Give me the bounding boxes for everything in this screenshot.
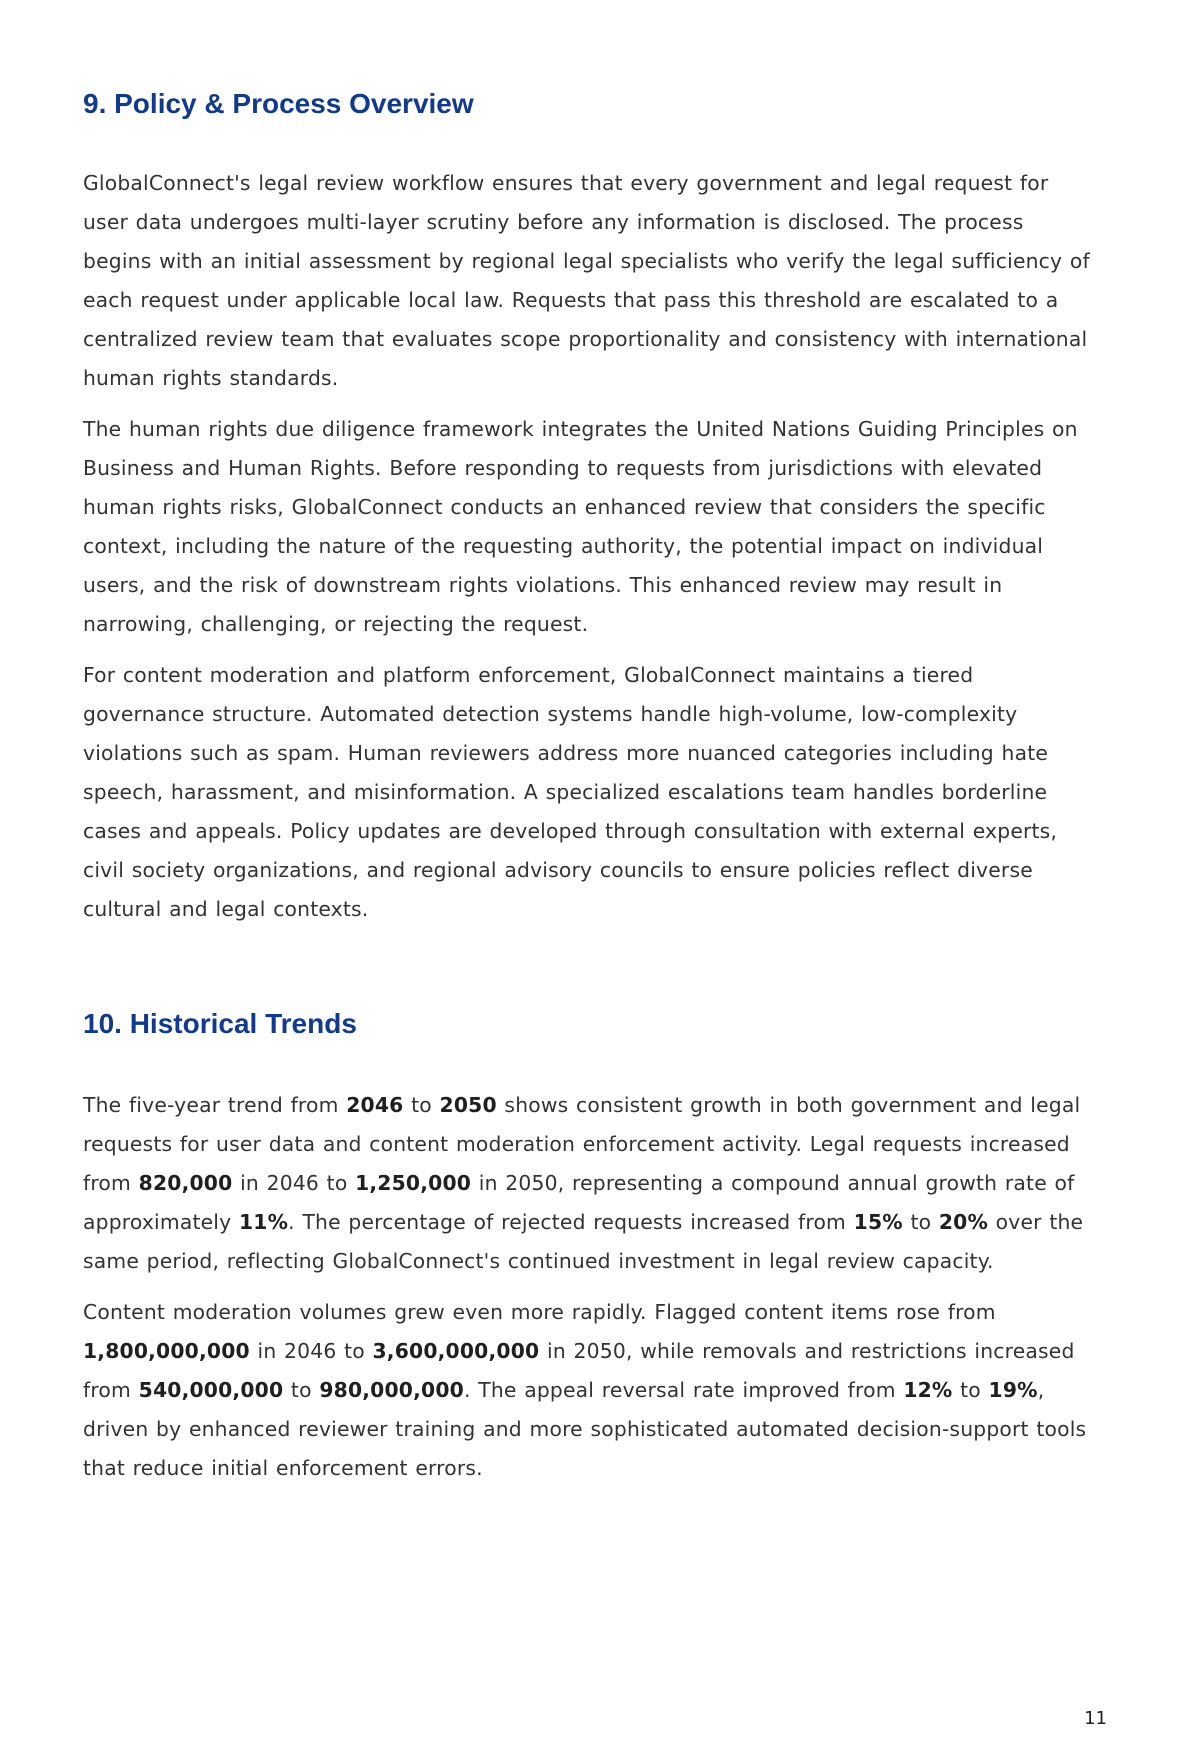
paragraph-content-moderation-trends [83, 1293, 1093, 1488]
paragraph-content-moderation-governance: For content moderation and platform enforcement, GlobalConnect maintains a tiered governance structure. Automated detection systems handle high-volume, low-complexity violations such as spam. Human reviewers address more nuanced categories including hate speech, harassment, and misinformation. A specialized escalations team handles borderline cases and appeals. Policy updates are developed through consultation with external experts, civil society organizations, and regional advisory councils to ensure policies reflect diverse cultural and legal contexts. [83, 663, 1058, 921]
text-run: to [952, 1378, 989, 1402]
text-run: The five-year trend from [83, 1093, 347, 1117]
text-run: in 2046 to [232, 1171, 356, 1195]
text-run: to [403, 1093, 440, 1117]
text-run: shows consistent growth in both government and legal requests for user data and content moderation enforcement activity. Legal requests increased from [83, 1093, 1081, 1195]
text-run: . The appeal reversal rate improved from [463, 1378, 904, 1402]
appeal-2046-value: 12% [903, 1378, 953, 1402]
section-body-historical-trends [83, 1086, 1093, 1488]
flagged-2046-value: 1,800,000,000 [83, 1339, 250, 1363]
text-run: in 2050, representing a compound annual growth rate of approximately [83, 1171, 1075, 1234]
section-heading-historical-trends: 10. Historical Trends [83, 1008, 357, 1039]
paragraph-legal-request-trends [83, 1086, 1093, 1281]
text-run: over the same period, reflecting GlobalConnect's continued investment in legal review capacity. [83, 1210, 1084, 1273]
paragraph-human-rights-framework: The human rights due diligence framework integrates the United Nations Guiding Principles on Business and Human Rights. Before responding to requests from jurisdictions with elevated human rights risks, GlobalConnect conducts an enhanced review that considers the specific context, including the nature of the requesting authority, the potential impact on individual users, and the risk of downstream rights violations. This enhanced review may result in narrowing, challenging, or rejecting the request. [83, 417, 1078, 636]
year-end-value: 2050 [439, 1093, 497, 1117]
page-number: 11 [1084, 1708, 1107, 1729]
legal-requests-2050-value: 1,250,000 [355, 1171, 472, 1195]
flagged-2050-value: 3,600,000,000 [372, 1339, 540, 1363]
section-heading-policy-process: 9. Policy & Process Overview [83, 88, 474, 119]
text-run: in 2046 to [249, 1339, 373, 1363]
text-run: , driven by enhanced reviewer training and more sophisticated automated decision-support tools that reduce initial enforcement errors. [83, 1378, 1087, 1480]
text-run: in 2050, while removals and restrictions increased from [83, 1339, 1075, 1402]
year-start-value: 2046 [346, 1093, 404, 1117]
rejected-2050-value: 20% [938, 1210, 989, 1234]
rejected-2046-value: 15% [853, 1210, 903, 1234]
removals-2050-value: 980,000,000 [319, 1378, 464, 1402]
removals-2046-value: 540,000,000 [138, 1378, 284, 1402]
text-run: to [902, 1210, 939, 1234]
text-run: . The percentage of rejected requests increased from [288, 1210, 854, 1234]
text-run: to [283, 1378, 320, 1402]
paragraph-legal-review-workflow: GlobalConnect's legal review workflow ensures that every government and legal request for user data undergoes multi-layer scrutiny before any information is disclosed. The process begins with an initial assessment by regional legal specialists who verify the legal sufficiency of each request under applicable local law. Requests that pass this threshold are escalated to a centralized review team that evaluates scope proportionality and consistency with international human rights standards. [83, 171, 1090, 390]
legal-requests-2046-value: 820,000 [138, 1171, 233, 1195]
appeal-2050-value: 19% [988, 1378, 1038, 1402]
cagr-value: 11% [239, 1210, 289, 1234]
section-body-policy-process [83, 164, 1093, 929]
text-run: Content moderation volumes grew even more rapidly. Flagged content items rose from [83, 1300, 996, 1324]
